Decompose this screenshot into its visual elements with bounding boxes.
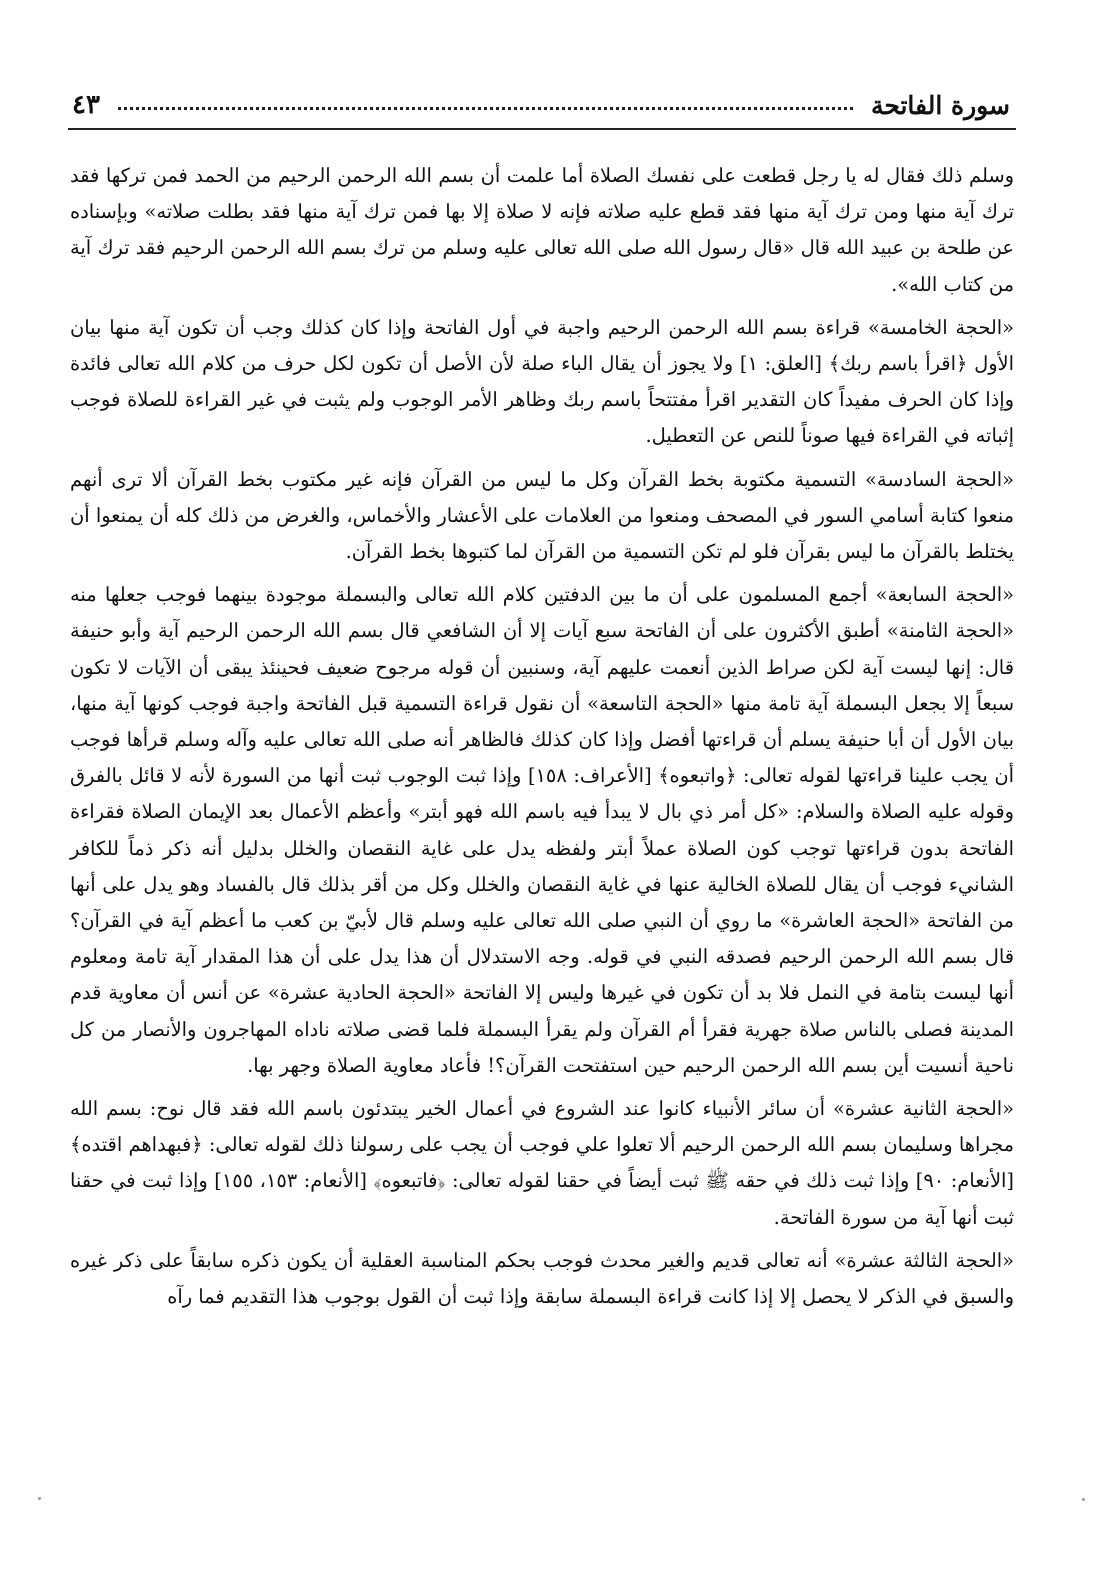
chapter-title: سورة الفاتحة <box>870 91 1010 120</box>
paragraph: «الحجة الخامسة» قراءة بسم الله الرحمن الرحيم واجبة في أول الفاتحة وإذا كان كذلك وجب أن تكون آية منها بيان الأول ﴿اقرأ باسم ربك﴾ [العلق: ١] ولا يجوز أن يقال الباء صلة لأن الأصل أن تكون لكل حرف من كلام الله تعالى فائدة وإذا كان الحرف مفيداً كان التقدير اقرأ مفتتحاً باسم ربك وظاهر الأمر الوجوب ولم يثبت في غير القراءة للصلاة فوجب إثباته في القراءة فيها صوناً للنص عن التعطيل. <box>70 315 1014 448</box>
running-head <box>72 80 1010 120</box>
scan-speck <box>38 1497 41 1500</box>
paragraph: «الحجة الثالثة عشرة» أنه تعالى قديم والغير محدث فوجب بحكم المناسبة العقلية أن يكون ذكره سابقاً على ذكر غيره والسبق في الذكر لا يحصل إلا إذا كانت قراءة البسملة سابقة وإذا ثبت أن القول بوجوب هذا التقديم فما رآه <box>70 1248 1014 1309</box>
paragraph: «الحجة السادسة» التسمية مكتوبة بخط القرآن وكل ما ليس من القرآن فإنه غير مكتوب بخط القرآن ألا ترى أنهم منعوا كتابة أسامي السور في المصحف ومنعوا من العلامات على الأعشار والأخماس، والغرض من ذلك كله أن يمنعوا أن يختلط بالقرآن ما ليس بقرآن فلو لم تكن التسمية من القرآن لما كتبوها بخط القرآن. <box>70 467 1014 564</box>
dot-leader <box>118 107 853 110</box>
paragraph: «الحجة السابعة» أجمع المسلمون على أن ما بين الدفتين كلام الله تعالى والبسملة موجودة بينهما فوجب جعلها منه «الحجة الثامنة» أطبق الأكثرون على أن الفاتحة سبع آيات إلا أن الشافعي قال بسم الله الرحمن الرحيم آية وأبو حنيفة قال: إنها ليست آية لكن صراط الذين أنعمت عليهم آية، وسنبين أن قوله مرجوح ضعيف فحينئذ يبقى أن الآيات لا تكون سبعاً إلا بجعل البسملة آية تامة منها «الحجة التاسعة» أن نقول قراءة التسمية قبل الفاتحة واجبة فوجب كونها آية منها، بيان الأول أن أبا حنيفة يسلم أن قراءتها أفضل وإذا كان كذلك فالظاهر أنه صلى الله تعالى عليه وآله وسلم قرأها فوجب أن يجب علينا قراءتها لقوله تعالى: ﴿واتبعوه﴾ [الأعراف: ١٥٨] وإذا ثبت الوجوب ثبت أنها من السورة لأنه لا قائل بالفرق وقوله عليه الصلاة والسلام: «كل أمر ذي بال لا يبدأ فيه باسم الله فهو أبتر» وأعظم الأعمال بعد الإيمان الصلاة فقراءة الفاتحة بدون قراءتها توجب كون الصلاة عملاً أبتر ولفظه يدل على غاية النقصان والخلل بدليل أنه ذكر ذماً للكافر الشانيء فوجب أن يقال للصلاة الخالية عنها في غاية النقصان والخلل وكل من أقر بذلك قال بالفساد وهو يدل على أنها من الفاتحة «الحجة العاشرة» ما روي أن النبي صلى الله تعالى عليه وسلم قال لأبيّ بن كعب ما أعظم آية في القرآن؟ قال بسم الله الرحمن الرحيم فصدقه النبي في قوله. وجه الاستدلال أن هذا يدل على أن هذا المقدار آية تامة ومعلوم أنها ليست بتامة في النمل فلا بد أن تكون في غيرها وليس إلا الفاتحة «الحجة الحادية عشرة» عن أنس أن معاوية قدم المدينة فصلى بالناس صلاة جهرية فقرأ أم القرآن ولم يقرأ البسملة فلما قضى صلاته ناداه المهاجرون والأنصار من كل ناحية أنسيت أين بسم الله الرحمن الرحيم حين استفتحت القرآن؟! فأعاد معاوية الصلاة وجهر بها. <box>70 583 1015 1077</box>
header-rule <box>68 128 1016 130</box>
scan-speck <box>1082 1498 1085 1501</box>
body-text <box>70 158 1014 1315</box>
page-number: ٤٣ <box>72 90 100 120</box>
paragraph: «الحجة الثانية عشرة» أن سائر الأنبياء كانوا عند الشروع في أعمال الخير يبتدئون باسم الله فقد قال نوح: بسم الله مجراها وسليمان بسم الله الرحمن الرحيم ألا تعلوا علي فوجب أن يجب على رسولنا ذلك لقوله تعالى: ﴿فبهداهم اقتده﴾ [الأنعام: ٩٠] وإذا ثبت ذلك في حقه ﷺ ثبت أيضاً في حقنا لقوله تعالى: ﴿فاتبعوه﴾ [الأنعام: ١٥٣، ١٥٥] وإذا ثبت في حقنا ثبت أنها آية من سورة الفاتحة. <box>70 1097 1014 1229</box>
paragraph: وسلم ذلك فقال له يا رجل قطعت على نفسك الصلاة أما علمت أن بسم الله الرحمن الرحيم من الحمد فمن تركها فقد ترك آية منها ومن ترك آية منها فقد قطع عليه صلاته فإنه لا صلاة إلا بها فمن ترك آية منها فقد بطلت صلاته» وبإسناده عن طلحة بن عبيد الله قال «قال رسول الله صلى الله تعالى عليه وسلم من ترك بسم الله الرحمن الرحيم فقد ترك آية من كتاب الله». <box>70 164 1014 296</box>
